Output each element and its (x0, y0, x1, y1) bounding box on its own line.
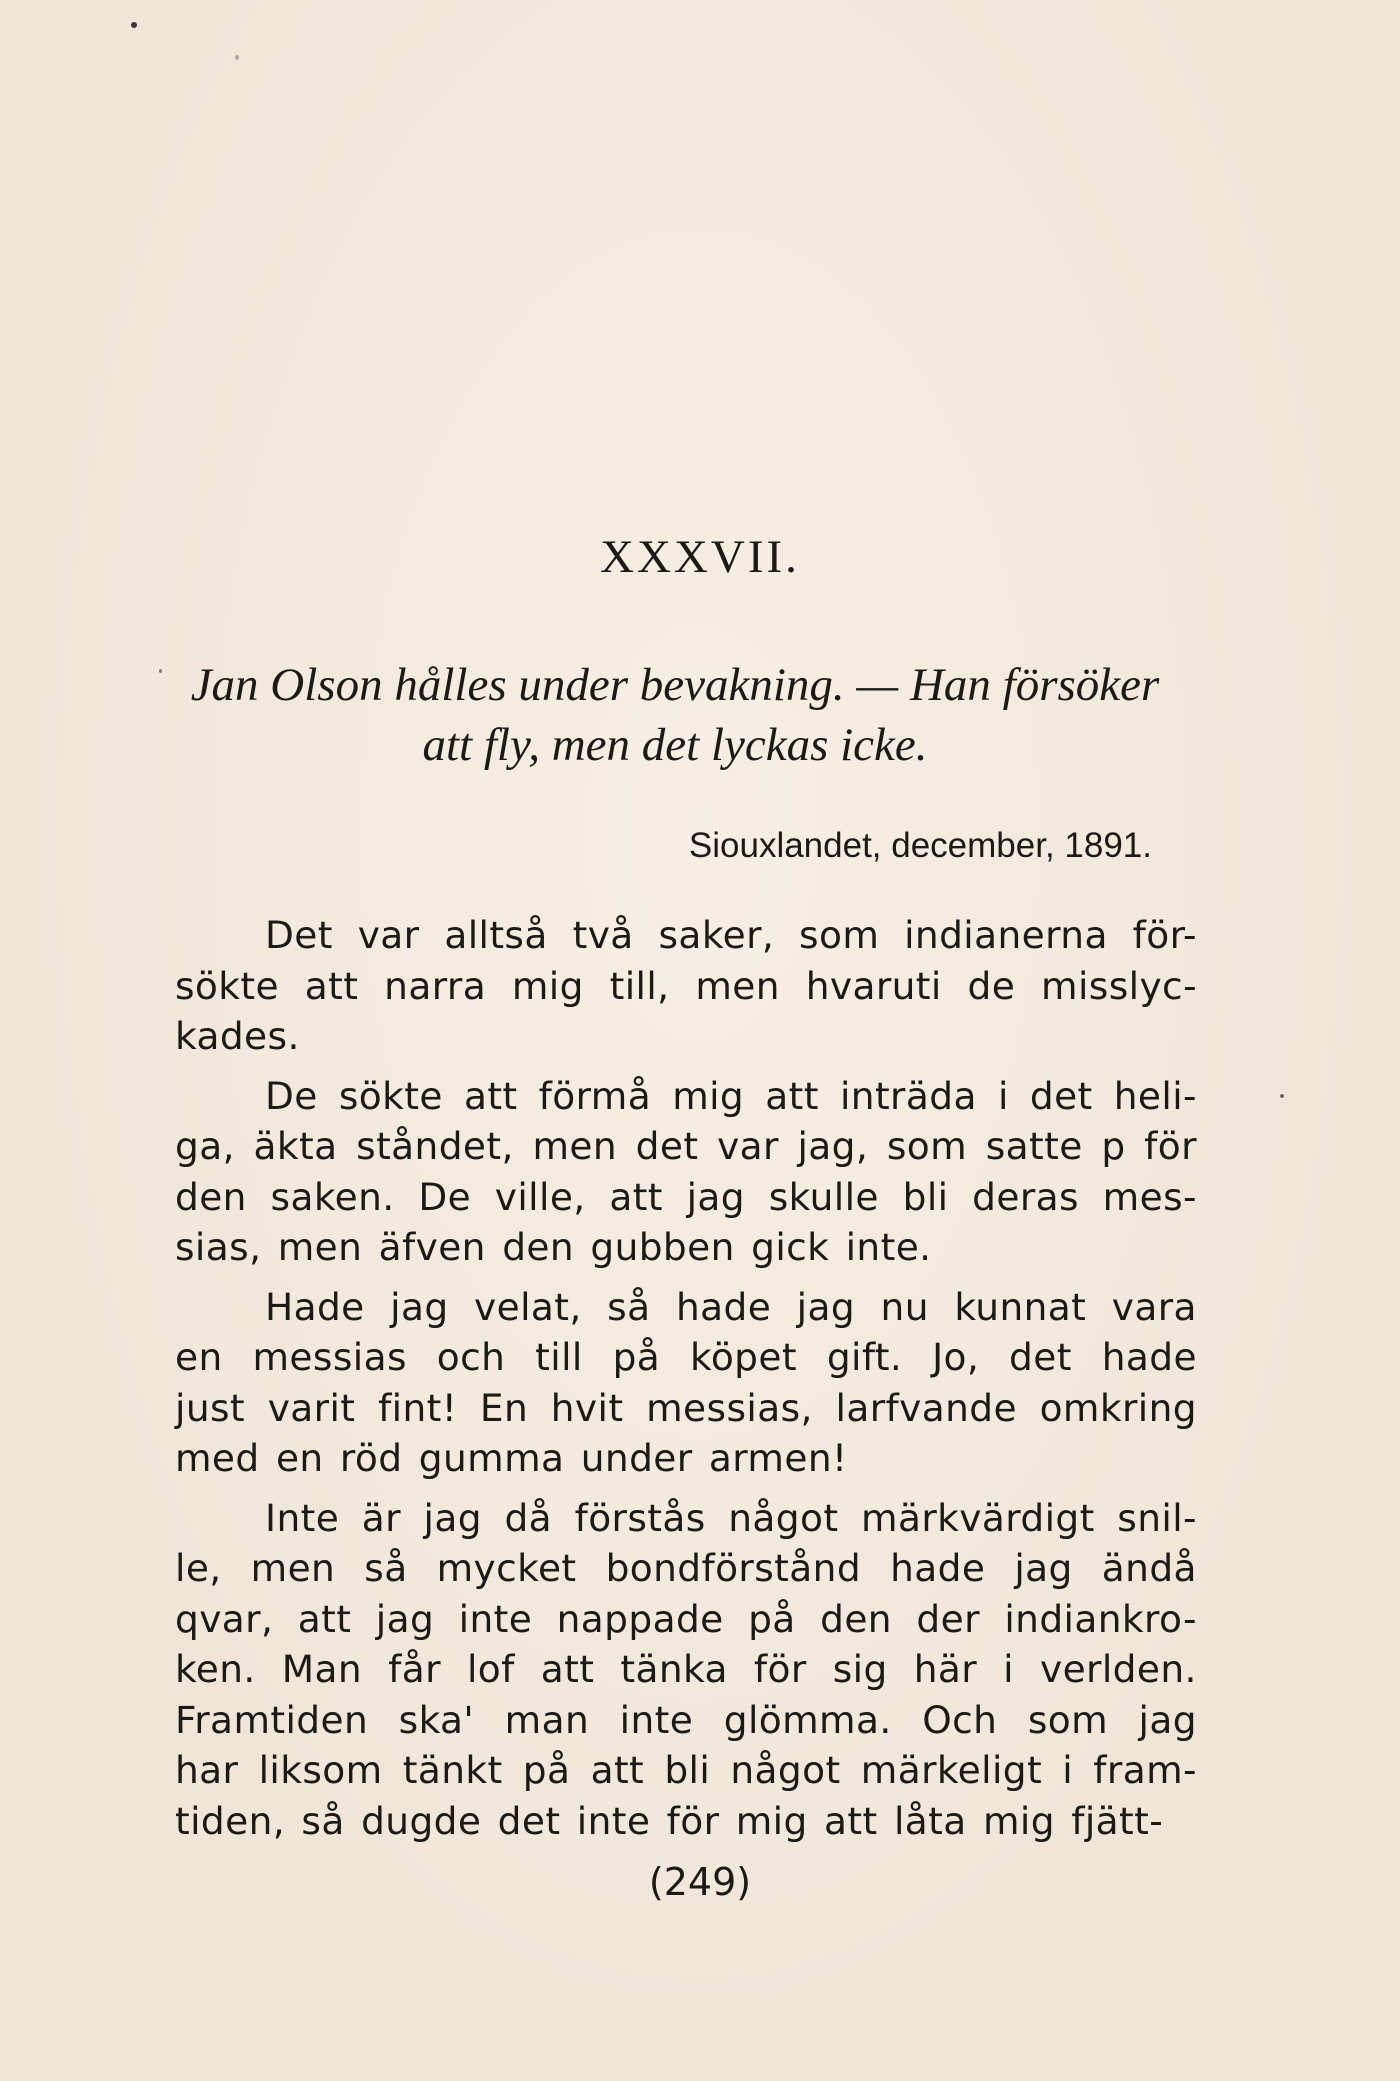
text-line (175, 1695, 1197, 1746)
word: de (967, 963, 1016, 1008)
text-line (175, 961, 1197, 1012)
word: en (275, 1436, 324, 1480)
word: förmå (538, 1073, 652, 1118)
word: dugde (361, 1798, 482, 1843)
word: låta (893, 1798, 967, 1843)
word: ståndet, (356, 1124, 514, 1168)
word: indiankro- (1004, 1596, 1197, 1641)
word: det (1009, 1335, 1072, 1379)
word: qvar, (175, 1596, 274, 1641)
text-line (175, 1222, 1197, 1273)
word: mes- (1102, 1174, 1197, 1219)
word: De (418, 1174, 472, 1219)
word: mig (982, 1798, 1055, 1843)
word: som (799, 913, 880, 957)
text-line (175, 1644, 1197, 1695)
word: Framtiden (175, 1697, 369, 1742)
word: inte. (845, 1225, 932, 1269)
word: Det (265, 913, 333, 957)
word: jag (423, 1495, 482, 1540)
word: Inte (265, 1495, 340, 1540)
word: märkeligt (860, 1748, 1043, 1792)
word: gubben (590, 1225, 735, 1269)
word: äfven (378, 1225, 486, 1269)
word: hade (675, 1284, 772, 1329)
word: sig (832, 1647, 888, 1691)
word: satte (985, 1124, 1083, 1168)
word: Hade (265, 1284, 365, 1329)
word: velat, (474, 1284, 582, 1329)
word: var (357, 913, 420, 957)
word: armen! (708, 1436, 848, 1480)
word: messias, (646, 1385, 813, 1430)
ink-speck (1280, 1094, 1284, 1098)
word: för (753, 1647, 807, 1691)
word: det (497, 1798, 561, 1843)
word: ga, (175, 1124, 235, 1168)
word: inte (576, 1798, 651, 1843)
word: fram- (1093, 1748, 1197, 1792)
word: hvit (550, 1385, 624, 1430)
word: larfvande (835, 1385, 1017, 1430)
word: jag (375, 1596, 435, 1641)
word: att (463, 1073, 518, 1118)
word: gick (751, 1225, 830, 1269)
word: så (607, 1284, 651, 1329)
word: att (609, 1174, 663, 1219)
text-line (175, 1121, 1197, 1172)
word: Man (281, 1647, 363, 1691)
word: skulle (768, 1174, 879, 1219)
word: p (1101, 1124, 1126, 1168)
word: hade (890, 1546, 986, 1590)
word: som (1027, 1697, 1109, 1742)
word: så (301, 1798, 345, 1843)
word: jag, (797, 1124, 869, 1168)
word: men (695, 963, 780, 1008)
word: att (304, 963, 359, 1008)
word: deras (972, 1174, 1079, 1219)
word: men (277, 1225, 363, 1269)
word: sökte (175, 963, 279, 1008)
chapter-summary-line: Jan Olson hålles under bevakning. — Han försöker (190, 659, 1160, 711)
ink-speck (131, 22, 137, 28)
word: der (916, 1596, 980, 1641)
word: i (1062, 1748, 1074, 1792)
word: gumma (418, 1436, 565, 1480)
word: jag (1014, 1546, 1073, 1590)
word: jag (686, 1174, 746, 1219)
word: saken. (270, 1174, 395, 1219)
word: som (886, 1124, 968, 1168)
text-line (175, 1594, 1197, 1645)
word: gift. (826, 1335, 903, 1379)
word: med (175, 1436, 260, 1480)
word: Jo, (932, 1335, 980, 1379)
word: saker, (658, 913, 775, 957)
word: hvaruti (805, 963, 942, 1008)
word: hade (1101, 1335, 1197, 1379)
word: kades. (175, 1014, 300, 1058)
word: vara (1111, 1284, 1197, 1329)
paragraph-gap (175, 1062, 1197, 1071)
word: inte (458, 1596, 533, 1641)
word: man (504, 1697, 590, 1742)
word: just (175, 1385, 246, 1430)
word: bondförstånd (605, 1546, 862, 1590)
word: narra (384, 963, 487, 1008)
word: två (572, 913, 634, 957)
word: bli (902, 1174, 949, 1219)
text-line (175, 1011, 1197, 1062)
word: för (666, 1798, 720, 1843)
ink-speck (235, 55, 239, 60)
word: då (504, 1495, 553, 1540)
word: indianerna (904, 913, 1108, 957)
word: mig (672, 1073, 745, 1118)
word: men (532, 1124, 618, 1168)
word: inträda (839, 1073, 977, 1118)
word: något (728, 1495, 839, 1540)
word: en (175, 1335, 223, 1379)
paragraph-gap (175, 1273, 1197, 1282)
word: den (820, 1596, 892, 1641)
text-line (175, 1433, 1197, 1484)
word: på (612, 1335, 661, 1379)
word: röd (339, 1436, 403, 1480)
word: förstås (574, 1495, 706, 1540)
word: lof (466, 1647, 515, 1691)
word: att (824, 1798, 878, 1843)
text-line (175, 1071, 1197, 1122)
word: jag (390, 1284, 449, 1329)
text-line (175, 1172, 1197, 1223)
word: kunnat (954, 1284, 1087, 1329)
word: bli (664, 1748, 711, 1792)
word: ska' (398, 1697, 475, 1742)
word: sökte (338, 1073, 443, 1118)
word: mycket (436, 1546, 577, 1590)
word: i (1003, 1647, 1014, 1691)
word: under (580, 1436, 693, 1480)
word: liksom (258, 1748, 383, 1792)
word: så (364, 1546, 408, 1590)
word: får (388, 1647, 441, 1691)
word: glömma. (723, 1697, 892, 1742)
word: till (535, 1335, 583, 1379)
word: att (765, 1073, 819, 1118)
word: något (730, 1748, 841, 1792)
word: tiden, (175, 1798, 286, 1843)
word: le, (175, 1546, 222, 1590)
text-line (175, 1493, 1197, 1544)
word: verlden. (1039, 1647, 1197, 1691)
text-line (175, 1282, 1197, 1333)
word: omkring (1039, 1385, 1197, 1430)
word: messias (252, 1335, 407, 1379)
text-line (175, 1745, 1197, 1796)
word: ändå (1101, 1546, 1197, 1590)
word: märkvärdigt (861, 1495, 1095, 1540)
text-line (175, 1383, 1197, 1434)
word: här (913, 1647, 978, 1691)
word: på (748, 1596, 796, 1641)
word: snil- (1117, 1495, 1197, 1540)
word: alltså (444, 913, 548, 957)
word: på (522, 1748, 571, 1792)
word: den (502, 1225, 575, 1269)
word: fint! (378, 1385, 458, 1430)
word: De (265, 1073, 318, 1118)
word: sias, (175, 1225, 262, 1269)
chapter-number: XXXVII. (600, 531, 800, 583)
word: inte (619, 1697, 694, 1742)
word: för (1144, 1124, 1197, 1168)
word: ken. (175, 1647, 256, 1691)
word: den (175, 1174, 247, 1219)
word: Och (922, 1697, 998, 1742)
page-number: (249) (648, 1860, 752, 1904)
word: för- (1132, 913, 1197, 957)
word: nappade (556, 1596, 724, 1641)
word: det (635, 1124, 699, 1168)
word: heli- (1113, 1073, 1197, 1118)
word: tänka (620, 1647, 728, 1691)
text-line (175, 1543, 1197, 1594)
text-line (175, 1796, 1197, 1847)
word: och (436, 1335, 506, 1379)
word: att (590, 1748, 645, 1792)
chapter-summary-line: att fly, men det lyckas icke. (422, 719, 928, 771)
word: köpet (690, 1335, 797, 1379)
word: jag (1138, 1697, 1197, 1742)
word: till, (609, 963, 670, 1008)
word: fjätt- (1071, 1798, 1164, 1843)
word: det (1029, 1073, 1093, 1118)
word: äkta (253, 1124, 338, 1168)
text-line (175, 1332, 1197, 1383)
word: misslyc- (1041, 963, 1197, 1008)
word: mig (735, 1798, 808, 1843)
word: jag (796, 1284, 856, 1329)
chapter-summary (150, 655, 1200, 775)
dateline: Siouxlandet, december, 1891. (688, 826, 1152, 865)
word: i (997, 1073, 1009, 1118)
word: nu (880, 1284, 929, 1329)
word: tänkt (402, 1748, 503, 1792)
word: ville, (494, 1174, 586, 1219)
word: var (717, 1124, 779, 1168)
word: varit (267, 1385, 356, 1430)
word: att (297, 1596, 352, 1641)
word: mig (511, 963, 584, 1008)
paragraph-gap (175, 1484, 1197, 1493)
body-text (175, 910, 1197, 1846)
word: att (540, 1647, 595, 1691)
text-line (175, 910, 1197, 961)
word: En (479, 1385, 529, 1430)
word: men (250, 1546, 336, 1590)
word: har (175, 1748, 239, 1792)
word: är (361, 1495, 401, 1540)
